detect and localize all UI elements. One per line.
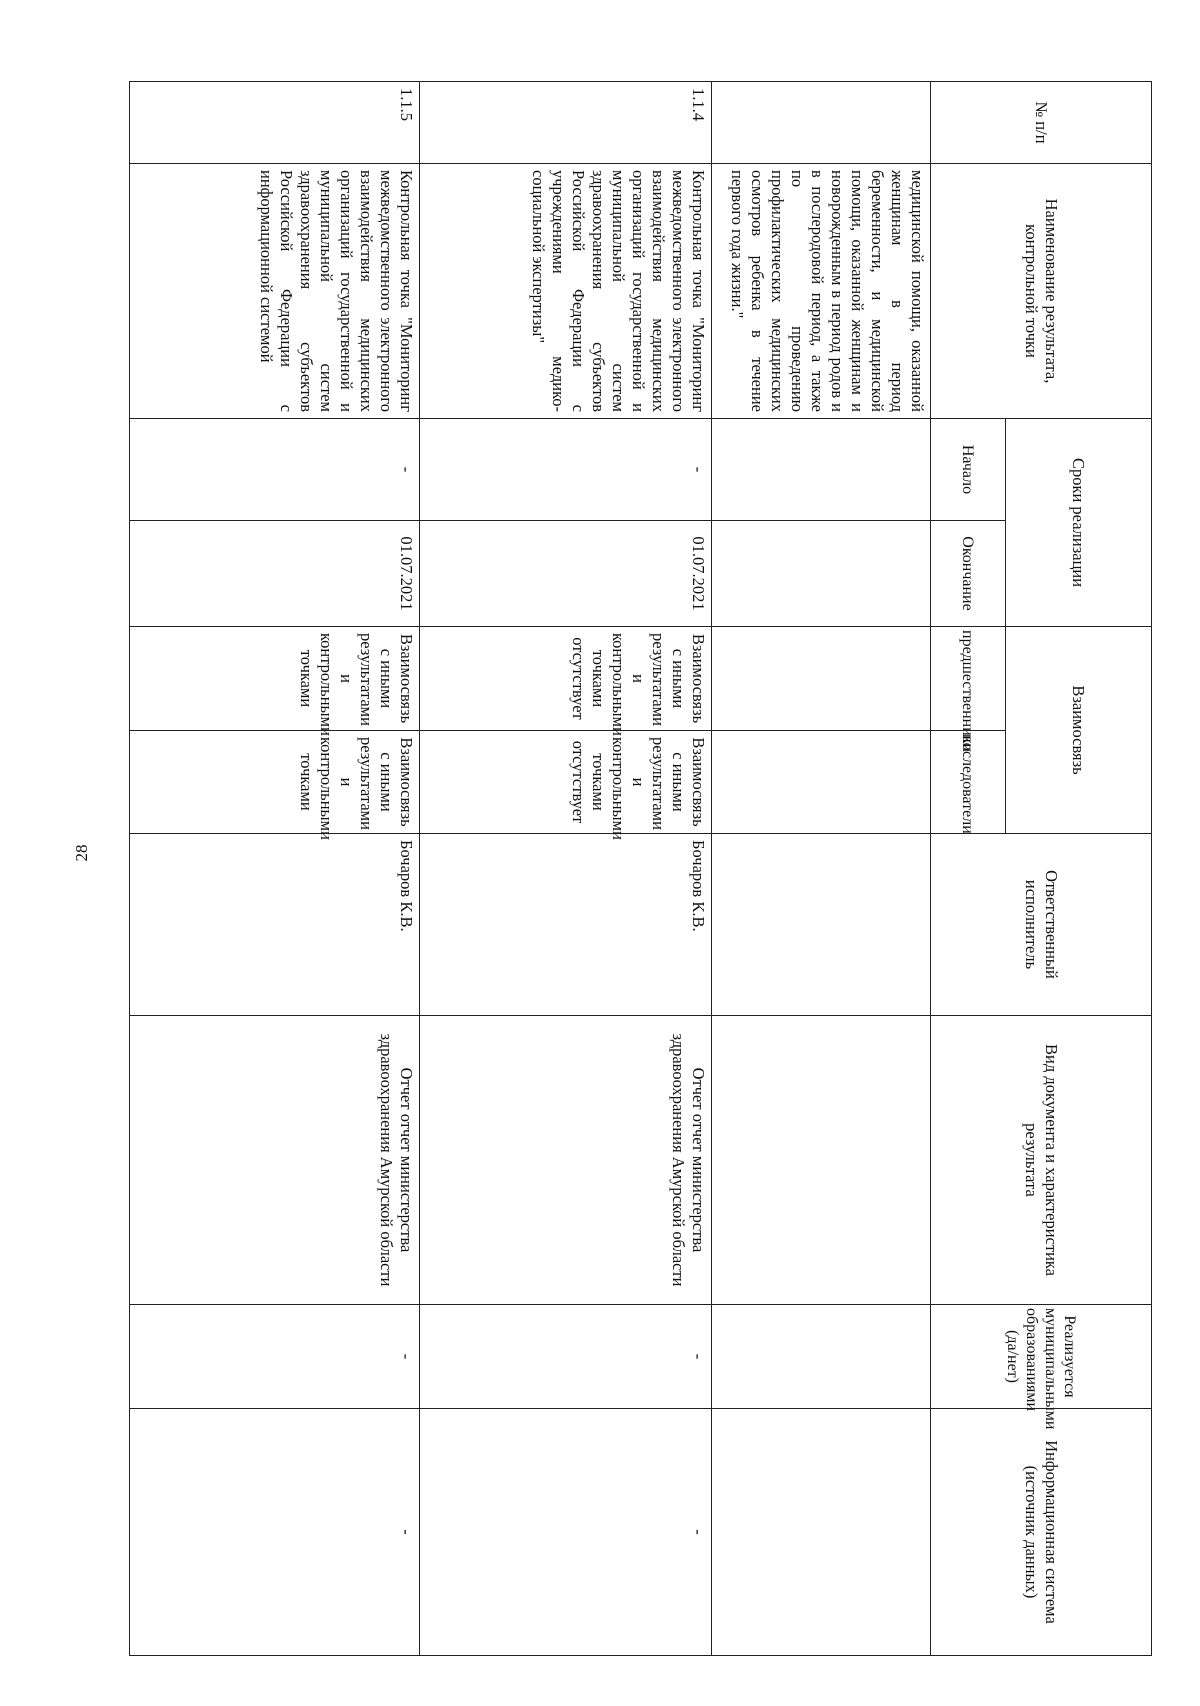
cell-name: Контрольная точка "Мониторинг межведомственного электронного взаимодействия медицинских организаций государственной и муниципальной систем здравоохранения субъектов Российской Федерации с учреждениями медико-социальной экспертизы" xyxy=(419,164,712,419)
rotated-table-container xyxy=(129,81,1152,1655)
cell-document xyxy=(712,1016,931,1305)
cell-infosys: - xyxy=(419,1409,712,1656)
table-row xyxy=(712,82,931,1656)
header-document: Вид документа и характеристика результата xyxy=(931,1016,1152,1305)
header-relation: Взаимосвязь xyxy=(1006,627,1152,834)
cell-start: - xyxy=(130,419,420,521)
cell-successors: Взаимосвязь с иными результатами и контрольными точками отсутствует xyxy=(419,731,712,834)
cell-responsible xyxy=(712,834,931,1016)
header-name: Наименование результата, контрольной точки xyxy=(931,164,1152,419)
cell-infosys xyxy=(712,1409,931,1656)
table-row xyxy=(419,82,712,1656)
cell-num: 1.1.5 xyxy=(130,82,420,164)
cell-document: Отчет отчет министерства здравоохранения Амурской области xyxy=(419,1016,712,1305)
table-row xyxy=(130,82,420,1656)
header-infosys: Информационная система (источник данных) xyxy=(931,1409,1152,1656)
cell-predecessors xyxy=(712,627,931,731)
cell-name: медицинской помощи, оказанной женщинам в период беременности, и медицинской помощи, оказанной женщинам и новорожденным в период родов и в послеродовой период, а также по проведению профилактических медицинских осмотров ребенка в течение первого года жизни." xyxy=(712,164,931,419)
cell-predecessors: Взаимосвязь с иными результатами и контрольными точками xyxy=(130,627,420,731)
cell-municipal xyxy=(712,1305,931,1409)
cell-document: Отчет отчет министерства здравоохранения Амурской области xyxy=(130,1016,420,1305)
header-start: Начало xyxy=(931,419,1006,521)
header-municipal: Реализуется муниципальными образованиями (да/нет) xyxy=(931,1305,1152,1409)
header-predecessors: предшественники xyxy=(931,627,1006,731)
cell-name: Контрольная точка "Мониторинг межведомственного электронного взаимодействия медицинских организаций государственной и муниципальной систем здравоохранения субъектов Российской Федерации с информационной системой xyxy=(130,164,420,419)
cell-successors xyxy=(712,731,931,834)
cell-end: 01.07.2021 xyxy=(130,521,420,627)
cell-responsible: Бочаров К.В. xyxy=(130,834,420,1016)
header-num: № п/п xyxy=(931,82,1152,164)
cell-end xyxy=(712,521,931,627)
cell-municipal: - xyxy=(130,1305,420,1409)
header-end: Окончание xyxy=(931,521,1006,627)
cell-start xyxy=(712,419,931,521)
header-row-top xyxy=(1006,82,1152,1656)
header-terms: Сроки реализации xyxy=(1006,419,1152,627)
cell-responsible: Бочаров К.В. xyxy=(419,834,712,1016)
cell-start: - xyxy=(419,419,712,521)
cell-municipal: - xyxy=(419,1305,712,1409)
cell-successors: Взаимосвязь с иными результатами и контрольными точками xyxy=(130,731,420,834)
header-responsible: Ответственный исполнитель xyxy=(931,834,1152,1016)
cell-infosys: - xyxy=(130,1409,420,1656)
page-number: 28 xyxy=(72,844,91,862)
plan-table xyxy=(129,81,1152,1656)
header-successors: последователи xyxy=(931,731,1006,834)
cell-num: 1.1.4 xyxy=(419,82,712,164)
cell-predecessors: Взаимосвязь с иными результатами и контрольными точками отсутствует xyxy=(419,627,712,731)
cell-end: 01.07.2021 xyxy=(419,521,712,627)
cell-num xyxy=(712,82,931,164)
